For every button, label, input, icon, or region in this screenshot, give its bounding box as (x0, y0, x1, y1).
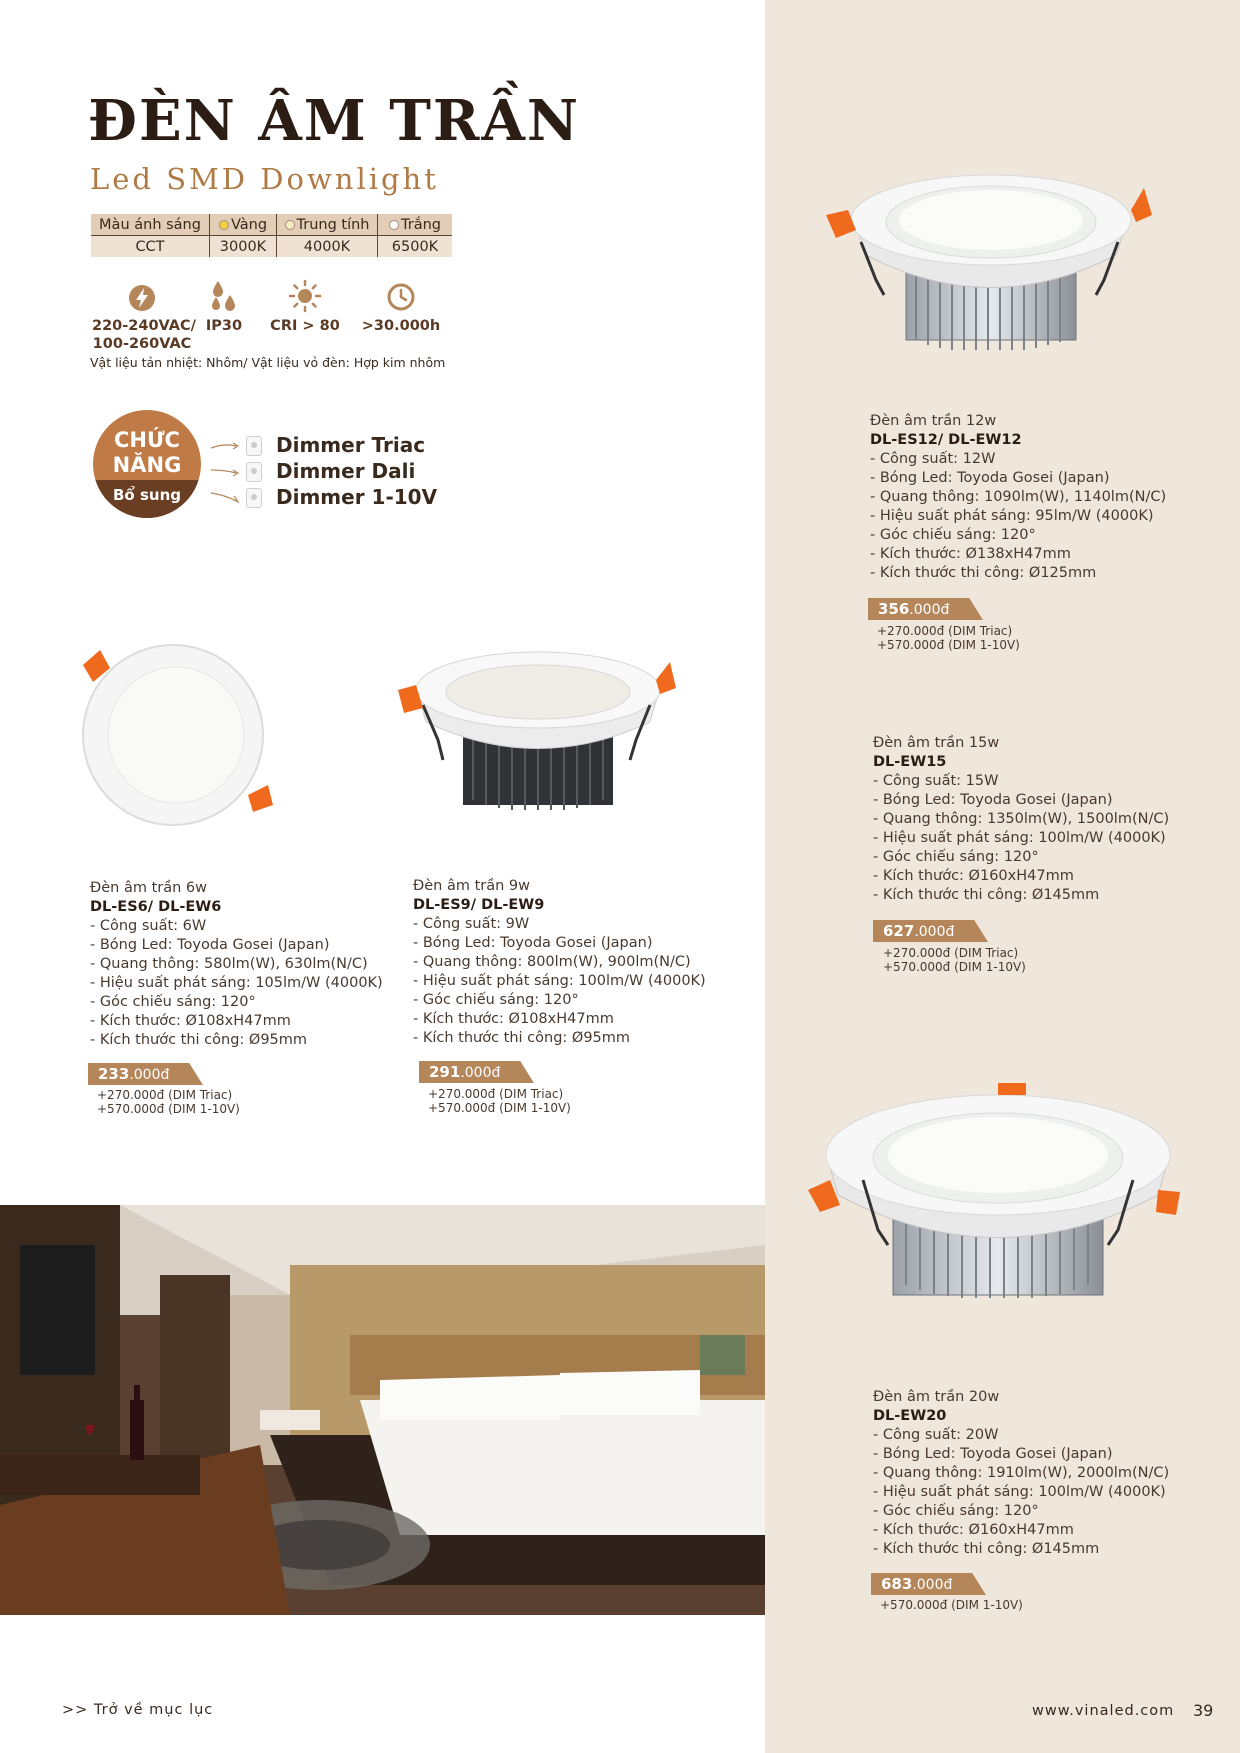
lightning-icon (127, 283, 157, 313)
product-6w-info: Đèn âm trần 6w DL-ES6/ DL-EW6 - Công suất: 6W - Bóng Led: Toyoda Gosei (Japan) - Quang thông: 580lm(W), 630lm(N/C) - Hiệu suất phát sáng: 105lm/W (4000K) - Góc chiếu sáng: 120° - Kích thước: Ø108xH47mm - Kích thước thi công: Ø95mm (90, 880, 383, 1048)
cct-3000k: 3000K (210, 236, 277, 258)
downlight-20w-image (808, 1080, 1188, 1310)
cri-spec: CRI > 80 (270, 318, 340, 334)
product-15w-info: Đèn âm trần 15w DL-EW15 - Công suất: 15W - Bóng Led: Toyoda Gosei (Japan) - Quang thông: 1350lm(W), 1500lm(N/C) - Hiệu suất phát sáng: 100lm/W (4000K) - Góc chiếu sáng: 120° - Kích thước: Ø160xH47mm - Kích thước thi công: Ø145mm (873, 735, 1170, 903)
website-link[interactable]: www.vinaled.com (1032, 1703, 1175, 1719)
downlight-9w-image (398, 650, 678, 820)
cct-row-label: CCT (91, 236, 210, 258)
functions-badge: CHỨC NĂNG Bổ sung (93, 410, 201, 518)
voltage-spec: 220-240VAC/ 100-260VAC (92, 318, 196, 352)
water-drops-icon (210, 279, 238, 315)
dimmer-switch-icon (246, 488, 262, 508)
product-9w-info: Đèn âm trần 9w DL-ES9/ DL-EW9 - Công suất: 9W - Bóng Led: Toyoda Gosei (Japan) - Quang thông: 800lm(W), 900lm(N/C) - Hiệu suất phát sáng: 100lm/W (4000K) - Góc chiếu sáng: 120° - Kích thước: Ø108xH47mm - Kích thước thi công: Ø95mm (413, 878, 706, 1046)
page-title: ĐÈN ÂM TRẦN (88, 88, 581, 154)
cct-header-label: Màu ánh sáng (91, 214, 210, 236)
cct-warm-label: Vàng (210, 214, 277, 236)
cct-white-label: Trắng (378, 214, 453, 236)
addon-prices-20w: +570.000đ (DIM 1-10V) (880, 1598, 1023, 1612)
arrow-icon (210, 439, 240, 453)
addon-prices-6w: +270.000đ (DIM Triac) +570.000đ (DIM 1-10V) (97, 1088, 240, 1116)
ip-spec: IP30 (205, 318, 243, 334)
cct-4000k: 4000K (277, 236, 378, 258)
arrow-icon (210, 465, 240, 479)
clock-icon (386, 282, 416, 312)
product-20w-info: Đèn âm trần 20w DL-EW20 - Công suất: 20W - Bóng Led: Toyoda Gosei (Japan) - Quang thông: 1910lm(W), 2000lm(N/C) - Hiệu suất phát sáng: 100lm/W (4000K) - Góc chiếu sáng: 120° - Kích thước: Ø160xH47mm - Kích thước thi công: Ø145mm (873, 1389, 1170, 1557)
product-12w-info: Đèn âm trần 12w DL-ES12/ DL-EW12 - Công suất: 12W - Bóng Led: Toyoda Gosei (Japan) - Quang thông: 1090lm(W), 1140lm(N/C) - Hiệu suất phát sáng: 95lm/W (4000K) - Góc chiếu sáng: 120° - Kích thước: Ø138xH47mm - Kích thước thi công: Ø125mm (870, 413, 1167, 581)
arrow-icon (210, 491, 240, 505)
addon-prices-9w: +270.000đ (DIM Triac) +570.000đ (DIM 1-10V) (428, 1087, 571, 1115)
page-subtitle: Led SMD Downlight (90, 162, 439, 196)
back-to-toc-link[interactable]: >> Trở về mục lục (62, 1702, 214, 1718)
cct-table (91, 214, 452, 257)
dimmer-switch-icon (246, 436, 262, 456)
sun-icon (288, 279, 322, 313)
hotel-room-photo (0, 1205, 765, 1615)
yellow-dot-icon (219, 220, 229, 230)
downlight-6w-image (78, 640, 278, 830)
addon-prices-15w: +270.000đ (DIM Triac) +570.000đ (DIM 1-10V) (883, 946, 1026, 974)
lifetime-spec: >30.000h (361, 318, 441, 334)
page-number: 39 (1193, 1701, 1214, 1720)
downlight-12w-image (826, 170, 1156, 360)
dimmer-switch-icon (246, 462, 262, 482)
addon-prices-12w: +270.000đ (DIM Triac) +570.000đ (DIM 1-10V) (877, 624, 1020, 652)
neutral-dot-icon (285, 220, 295, 230)
white-dot-icon (389, 220, 399, 230)
cct-6500k: 6500K (378, 236, 453, 258)
material-note: Vật liệu tản nhiệt: Nhôm/ Vật liệu vỏ đèn: Hợp kim nhôm (90, 355, 446, 370)
cct-neutral-label: Trung tính (277, 214, 378, 236)
